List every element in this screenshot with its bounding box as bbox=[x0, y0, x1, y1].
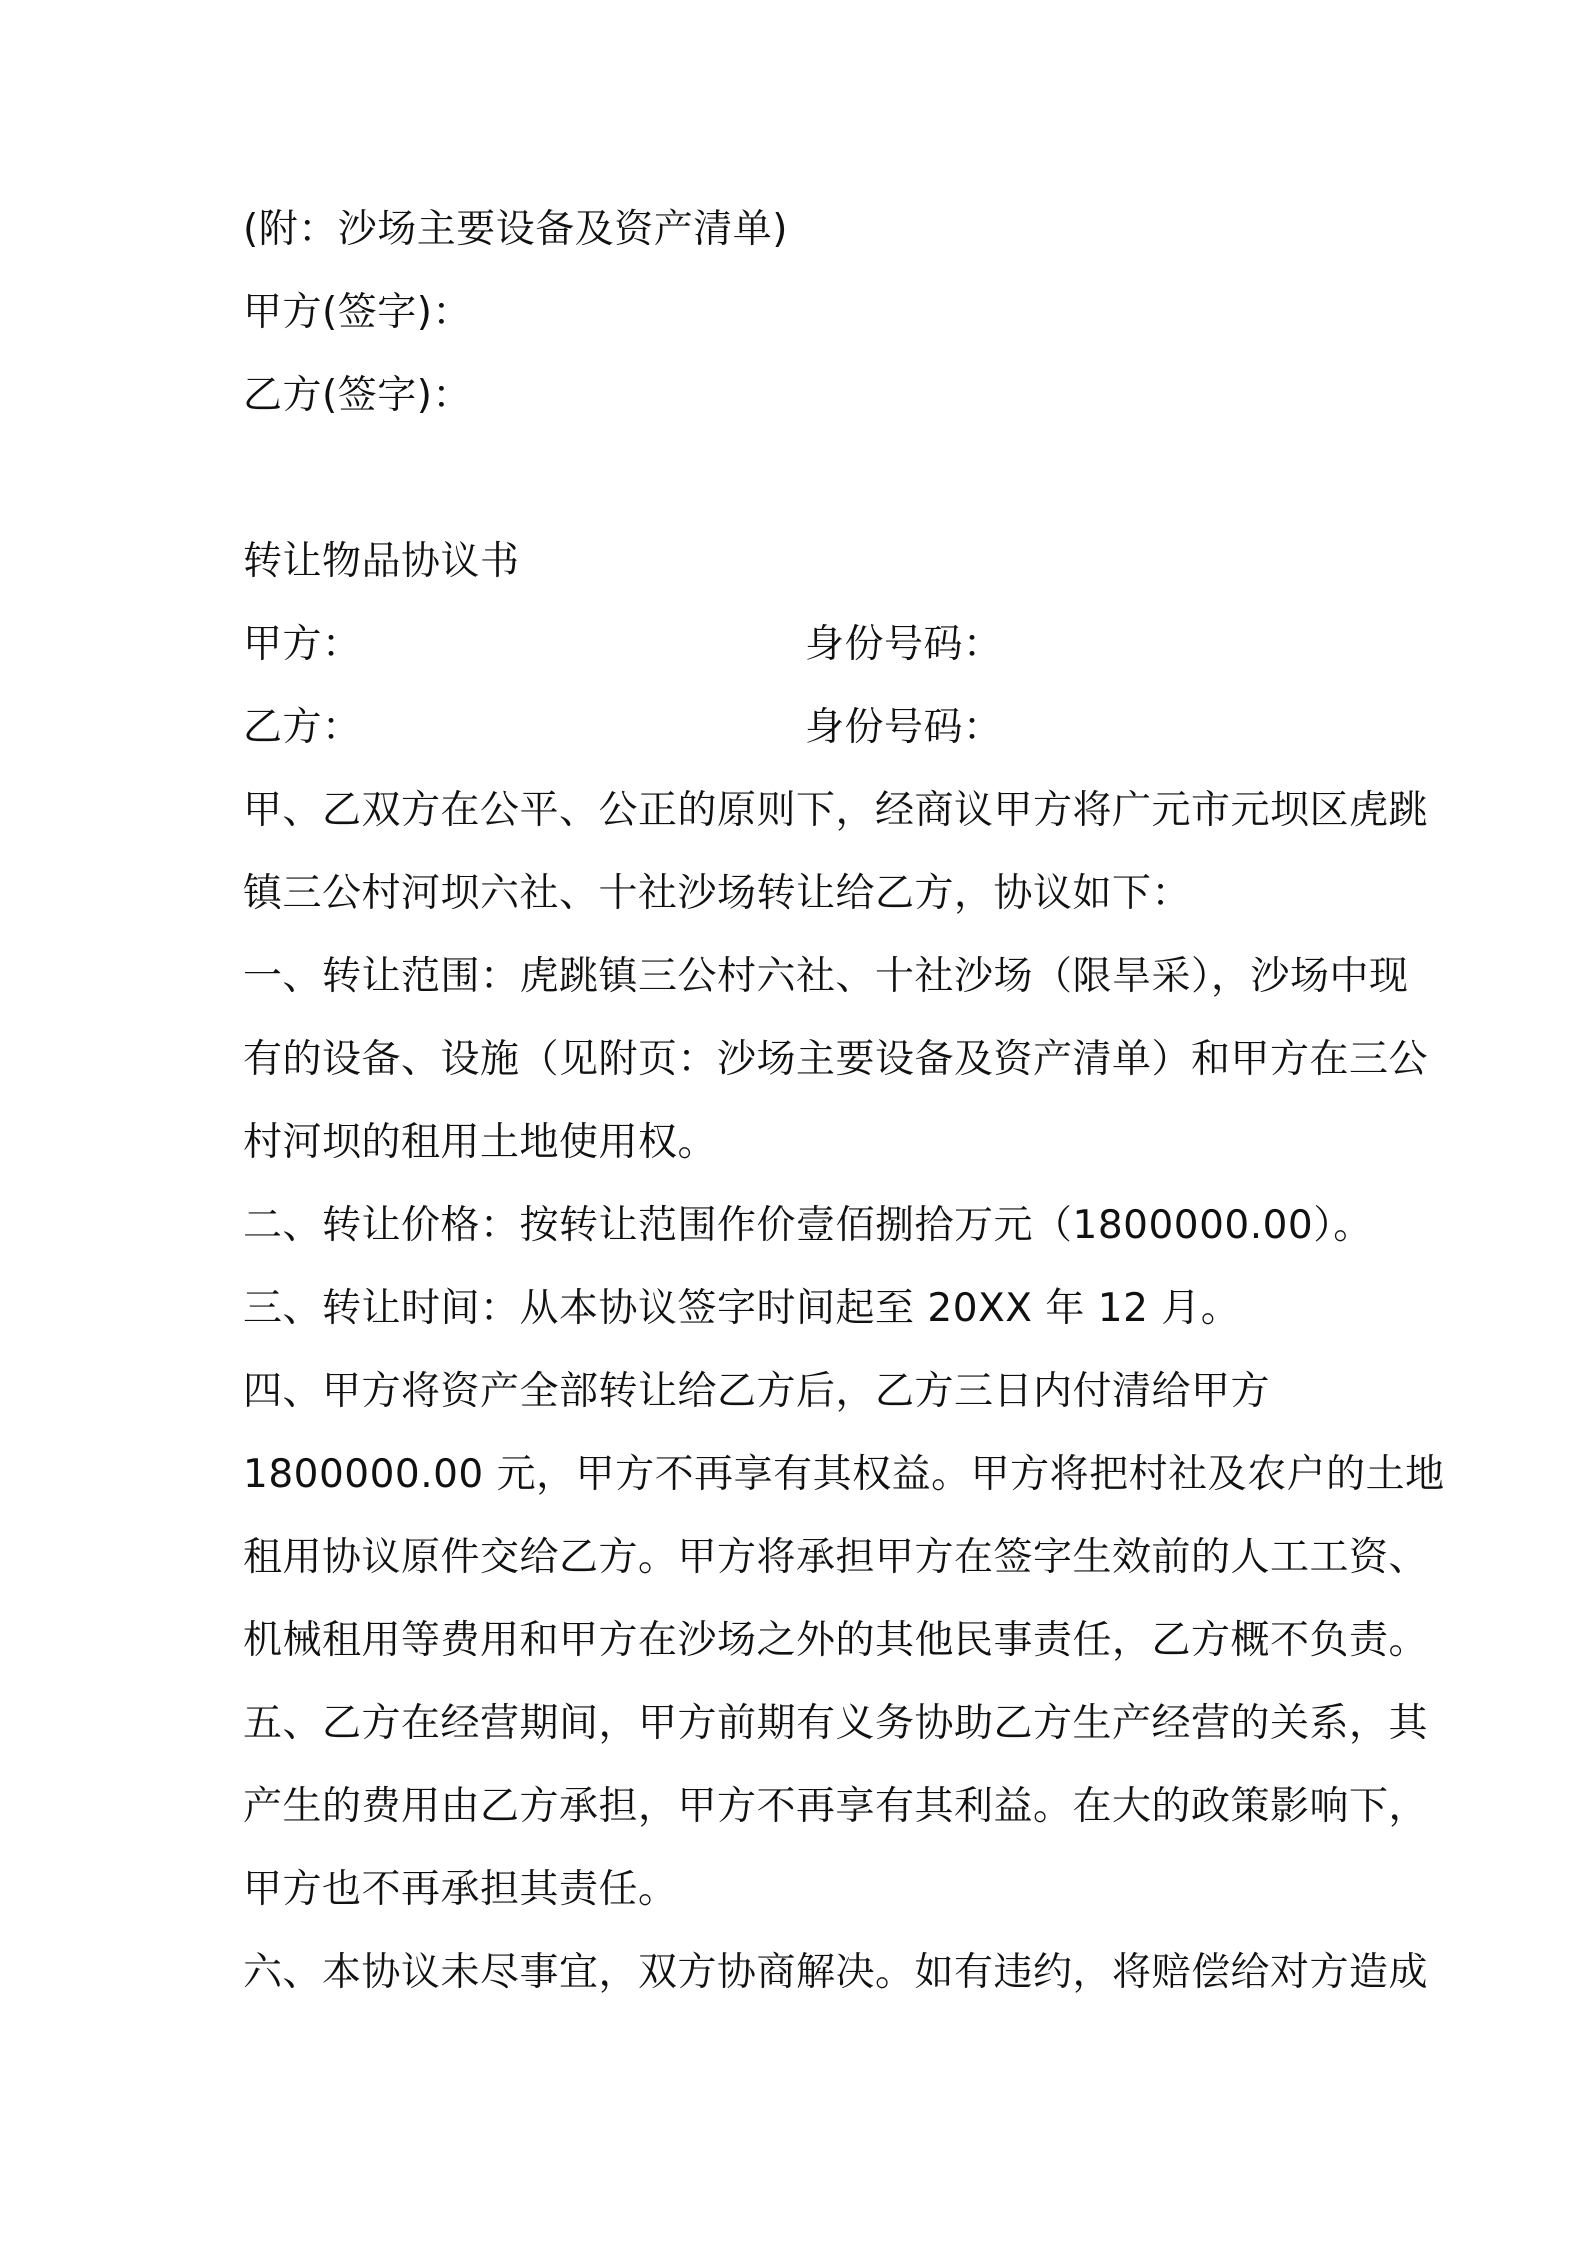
party-a-label: 甲方： bbox=[243, 622, 362, 667]
body-line: 村河坝的租用土地使用权。 bbox=[243, 1120, 718, 1165]
body-line: 1800000.00 元，甲方不再享有其权益。甲方将把村社及农户的土地 bbox=[243, 1452, 1445, 1497]
body-line: 有的设备、设施（见附页：沙场主要设备及资产清单）和甲方在三公 bbox=[243, 1037, 1429, 1082]
agreement-title: 转让物品协议书 bbox=[243, 539, 520, 584]
party-b-id-label: 身份号码： bbox=[805, 705, 1003, 750]
body-line: 三、转让时间：从本协议签字时间起至 20XX 年 12 月。 bbox=[243, 1286, 1241, 1331]
party-a-signature-label: 甲方(签字)： bbox=[243, 290, 472, 335]
party-b-label: 乙方： bbox=[243, 705, 362, 750]
attachment-note: (附：沙场主要设备及资产清单) bbox=[243, 207, 788, 252]
body-line: 二、转让价格：按转让范围作价壹佰捌拾万元（1800000.00）。 bbox=[243, 1203, 1373, 1248]
body-line: 六、本协议未尽事宜，双方协商解决。如有违约，将赔偿给对方造成 bbox=[243, 1950, 1429, 1995]
body-line: 镇三公村河坝六社、十社沙场转让给乙方，协议如下： bbox=[243, 871, 1192, 916]
party-a-id-label: 身份号码： bbox=[805, 622, 1003, 667]
body-line: 四、甲方将资产全部转让给乙方后，乙方三日内付清给甲方 bbox=[243, 1369, 1271, 1414]
body-line: 一、转让范围：虎跳镇三公村六社、十社沙场（限旱采），沙场中现 bbox=[243, 954, 1409, 999]
body-line: 甲、乙双方在公平、公正的原则下，经商议甲方将广元市元坝区虎跳 bbox=[243, 788, 1429, 833]
body-line: 租用协议原件交给乙方。甲方将承担甲方在签字生效前的人工工资、 bbox=[243, 1535, 1429, 1580]
party-b-signature-label: 乙方(签字)： bbox=[243, 373, 472, 418]
body-line: 五、乙方在经营期间，甲方前期有义务协助乙方生产经营的关系，其 bbox=[243, 1701, 1429, 1746]
body-line: 甲方也不再承担其责任。 bbox=[243, 1867, 678, 1912]
body-line: 产生的费用由乙方承担，甲方不再享有其利益。在大的政策影响下， bbox=[243, 1784, 1429, 1829]
body-line: 机械租用等费用和甲方在沙场之外的其他民事责任，乙方概不负责。 bbox=[243, 1618, 1429, 1663]
